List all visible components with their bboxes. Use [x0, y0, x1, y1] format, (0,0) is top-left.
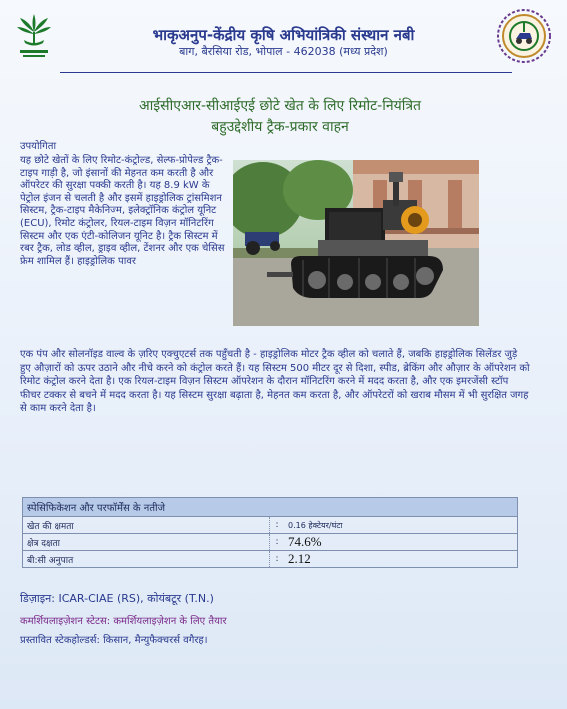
spec-value: 74.6%	[284, 534, 518, 551]
description-full-paragraph: एक पंप और सोलनॉइड वाल्व के ज़रिए एक्चुएटर्स तक पहुँचती है - हाइड्रोलिक मोटर ट्रैक व्हील को चलाते हैं, जबकि हाइड्रोलिक सिलेंडर जुड़े हुए औज़ारों को ऊपर उठाने और नीचे करने को कंट्रोल करते हैं। यह सिस्टम 500 मीटर दूर से दिशा, स्पीड, ब्रेकिंग और औज़ार के ऑपरेशन को रिमोट कंट्रोल करने देता है। एक रियल-टाइम विज़न सिस्टम ऑपरेशन के दौरान मॉनिटरिंग करने में मदद करता है, और एक इमरजेंसी स्टॉप फीचर टक्कर से बचने में मदद करता है। यह सिस्टम सुरक्षा बढ़ाता है, मेहनत कम करता है, और ऑपरेटरों को खराब मौसम में भी सुरक्षित जगह से काम करने देता है।	[20, 349, 530, 415]
spec-separator: :	[270, 517, 285, 534]
title-line-1: आईसीएआर-सीआईएई छोटे खेत के लिए रिमोट-नियंत्रित	[138, 98, 422, 114]
design-credit: डिज़ाइन: ICAR-CIAE (RS), कोयंबटूर (T.N.)	[20, 592, 214, 605]
description-side-paragraph: यह छोटे खेतों के लिए रिमोट-कंट्रोल्ड, सेल्फ-प्रोपेल्ड ट्रैक-टाइप गाड़ी है, जो इंसानों की मेहनत कम करती है और ऑपरेटर की सुरक्षा पक्की करती है। यह 8.9 kW के पेट्रोल इंजन से चलती है और इसमें हाइड्रोलिक ट्रांसमिशन सिस्टम, ट्रैक-टाइप मैकेनिज्म, इलेक्ट्रॉनिक कंट्रोल यूनिट (ECU), रिमोट कंट्रोलर, रियल-टाइम विज़न मॉनिटरिंग सिस्टम और एक एंटी-कोलिजन यूनिट है। ट्रैक सिस्टम में रबर ट्रैक, लोड व्हील, ड्राइव व्हील, टेंशनर और एक चेसिस फ्रेम शामिल हैं। हाइड्रोलिक पावर	[20, 155, 225, 267]
section-label-utility: उपयोगिता	[20, 141, 57, 152]
institute-name: भाकृअनुप-केंद्रीय कृषि अभियांत्रिकी संस्थान नबी	[152, 26, 415, 44]
commercialization-status: कमर्शियलाइज़ेशन स्टेटस: कमर्शियलाइज़ेशन के लिए तैयार	[20, 616, 227, 627]
title-line-2: बहुउद्देशीय ट्रैक-प्रकार वाहन	[211, 119, 349, 135]
table-row	[23, 517, 518, 534]
spec-value: 0.16 हेक्टेयर/घंटा	[284, 517, 518, 534]
header-divider	[60, 72, 512, 73]
spec-label: खेत की क्षमता	[23, 517, 270, 534]
spec-table-header-row	[23, 498, 518, 517]
table-row	[23, 534, 518, 551]
spec-value: 2.12	[284, 551, 518, 568]
spec-table-heading: स्पेसिफिकेशन और परफॉर्मेंस के नतीजे	[23, 498, 518, 517]
institute-address: बाग, बैरसिया रोड, भोपाल - 462038 (मध्य प्रदेश)	[179, 45, 388, 58]
spec-separator: :	[270, 551, 285, 568]
specification-table	[22, 497, 518, 568]
proposed-stakeholders: प्रस्तावित स्टेकहोल्डर्स: किसान, मैन्युफैक्चरर्स वगैरह।	[20, 635, 208, 646]
document-title	[60, 96, 500, 138]
table-row	[23, 551, 518, 568]
spec-separator: :	[270, 534, 285, 551]
vehicle-photo	[233, 160, 479, 326]
spec-label: क्षेत्र दक्षता	[23, 534, 270, 551]
spec-label: बी:सी अनुपात	[23, 551, 270, 568]
